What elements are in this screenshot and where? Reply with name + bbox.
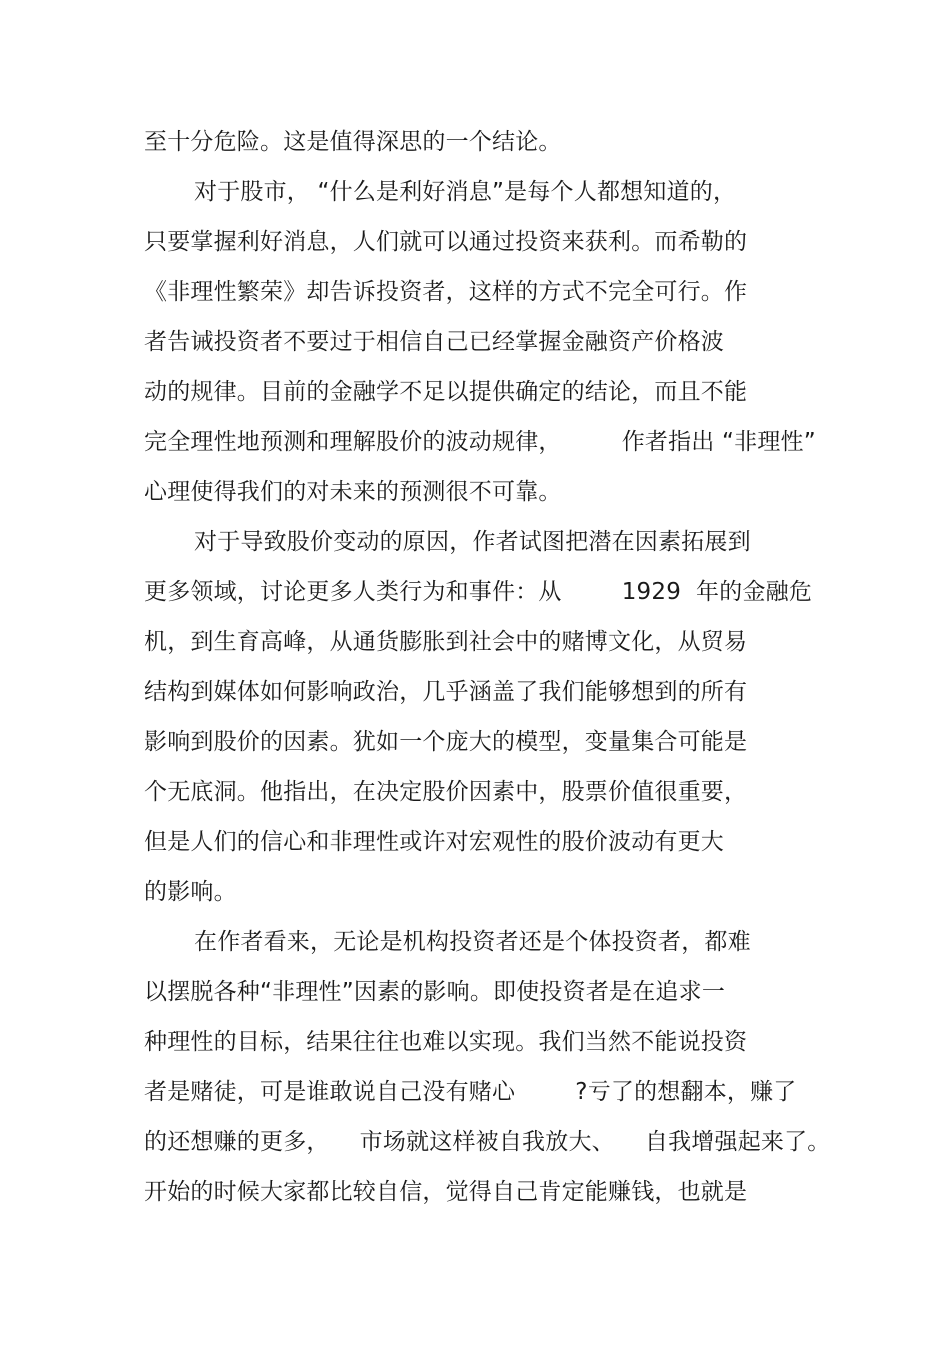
text-line: 但是人们的信心和非理性或许对宏观性的股价波动有更大 (144, 829, 724, 855)
text-line: 者是赌徒，可是谁敢说自己没有赌心 ?亏了的想翻本，赚了 (144, 1079, 797, 1105)
text-line: 影响到股价的因素。犹如一个庞大的模型，变量集合可能是 (144, 729, 748, 755)
text-line: 只要掌握利好消息，人们就可以通过投资来获利。而希勒的 (144, 229, 748, 255)
text-line: 个无底洞。他指出，在决定股价因素中，股票价值很重要， (144, 779, 748, 805)
paragraph-start-line: 对于股市， “什么是利好消息”是每个人都想知道的， (194, 179, 737, 205)
text-line: 者告诫投资者不要过于相信自己已经掌握金融资产价格波 (144, 329, 724, 355)
text-line: 机，到生育高峰，从通货膨胀到社会中的赌博文化，从贸易 (144, 629, 748, 655)
paragraph-start-line: 在作者看来，无论是机构投资者还是个体投资者，都难 (194, 929, 751, 955)
text-line: 种理性的目标，结果往往也难以实现。我们当然不能说投资 (144, 1029, 748, 1055)
text-line: 完全理性地预测和理解股价的波动规律， 作者指出 “非理性” (144, 429, 816, 455)
text-line: 更多领域，讨论更多人类行为和事件：从 1929 年的金融危 (144, 579, 813, 605)
text-line: 以摆脱各种“非理性”因素的影响。即使投资者是在追求一 (144, 979, 726, 1005)
text-line: 《非理性繁荣》却告诉投资者，这样的方式不完全可行。作 (144, 279, 748, 305)
paragraph-start-line: 对于导致股价变动的原因，作者试图把潜在因素拓展到 (194, 529, 751, 555)
text-line: 动的规律。目前的金融学不足以提供确定的结论，而且不能 (144, 379, 748, 405)
text-line: 的影响。 (144, 879, 237, 905)
text-line: 开始的时候大家都比较自信，觉得自己肯定能赚钱，也就是 (144, 1179, 748, 1205)
text-line: 的还想赚的更多， 市场就这样被自我放大、 自我增强起来了。 (144, 1129, 831, 1155)
text-line: 结构到媒体如何影响政治，几乎涵盖了我们能够想到的所有 (144, 679, 748, 705)
text-line: 至十分危险。这是值得深思的一个结论。 (144, 129, 562, 155)
text-line: 心理使得我们的对未来的预测很不可靠。 (144, 479, 562, 505)
